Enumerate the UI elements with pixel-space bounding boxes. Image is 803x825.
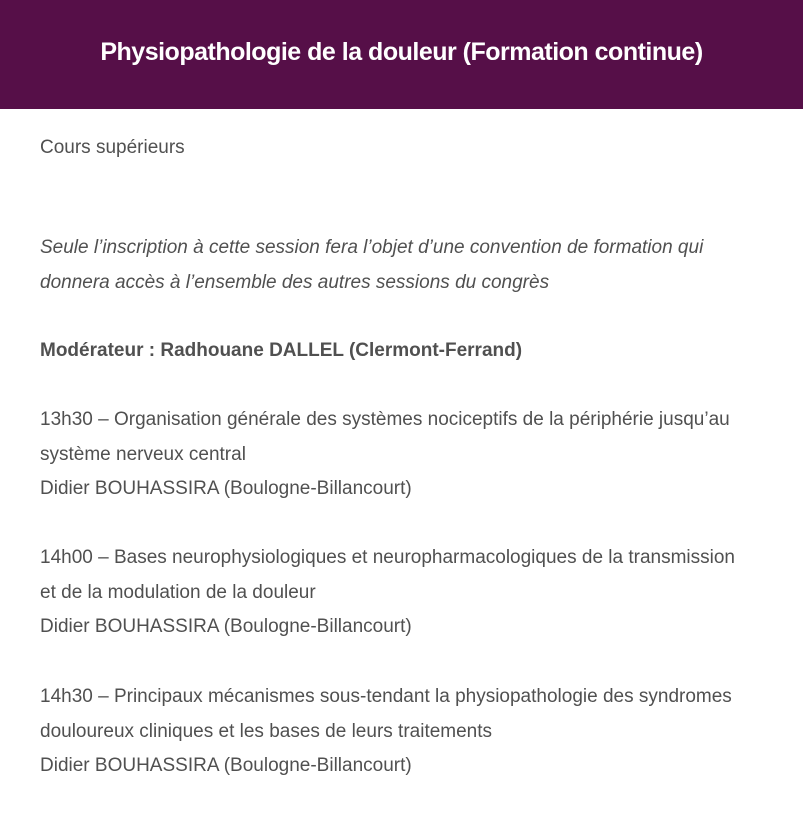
session-title-line: douloureux cliniques et les bases de leurs traitements bbox=[40, 720, 493, 742]
session-title-line: et de la modulation de la douleur bbox=[40, 581, 316, 603]
session-title-line: 13h30 – Organisation générale des systèmes nociceptifs de la périphérie jusqu’au bbox=[40, 409, 730, 430]
session-title-line: système nerveux central bbox=[40, 443, 246, 465]
session-title-line: 14h30 – Principaux mécanismes sous-tendant la physiopathologie des syndromes bbox=[40, 686, 732, 707]
page-title: Physiopathologie de la douleur (Formation continue) bbox=[100, 38, 703, 66]
session-title-line: 14h00 – Bases neurophysiologiques et neuropharmacologiques de la transmission bbox=[40, 547, 736, 568]
category-subtitle: Cours supérieurs bbox=[40, 137, 185, 158]
session-item bbox=[40, 680, 770, 784]
registration-note: Seule l’inscription à cette session fera l’objet d’une convention de formation qui donnera accès à l’ensemble des autres sessions du congrès bbox=[40, 237, 704, 293]
session-item bbox=[40, 541, 770, 645]
moderator-line: Modérateur : Radhouane DALLEL (Clermont-Ferrand) bbox=[40, 340, 523, 361]
session-item bbox=[40, 403, 770, 507]
session-speaker: Didier BOUHASSIRA (Boulogne-Billancourt) bbox=[40, 616, 412, 637]
session-speaker: Didier BOUHASSIRA (Boulogne-Billancourt) bbox=[40, 478, 412, 499]
page-header-banner bbox=[0, 0, 803, 109]
session-speaker: Didier BOUHASSIRA (Boulogne-Billancourt) bbox=[40, 755, 412, 776]
